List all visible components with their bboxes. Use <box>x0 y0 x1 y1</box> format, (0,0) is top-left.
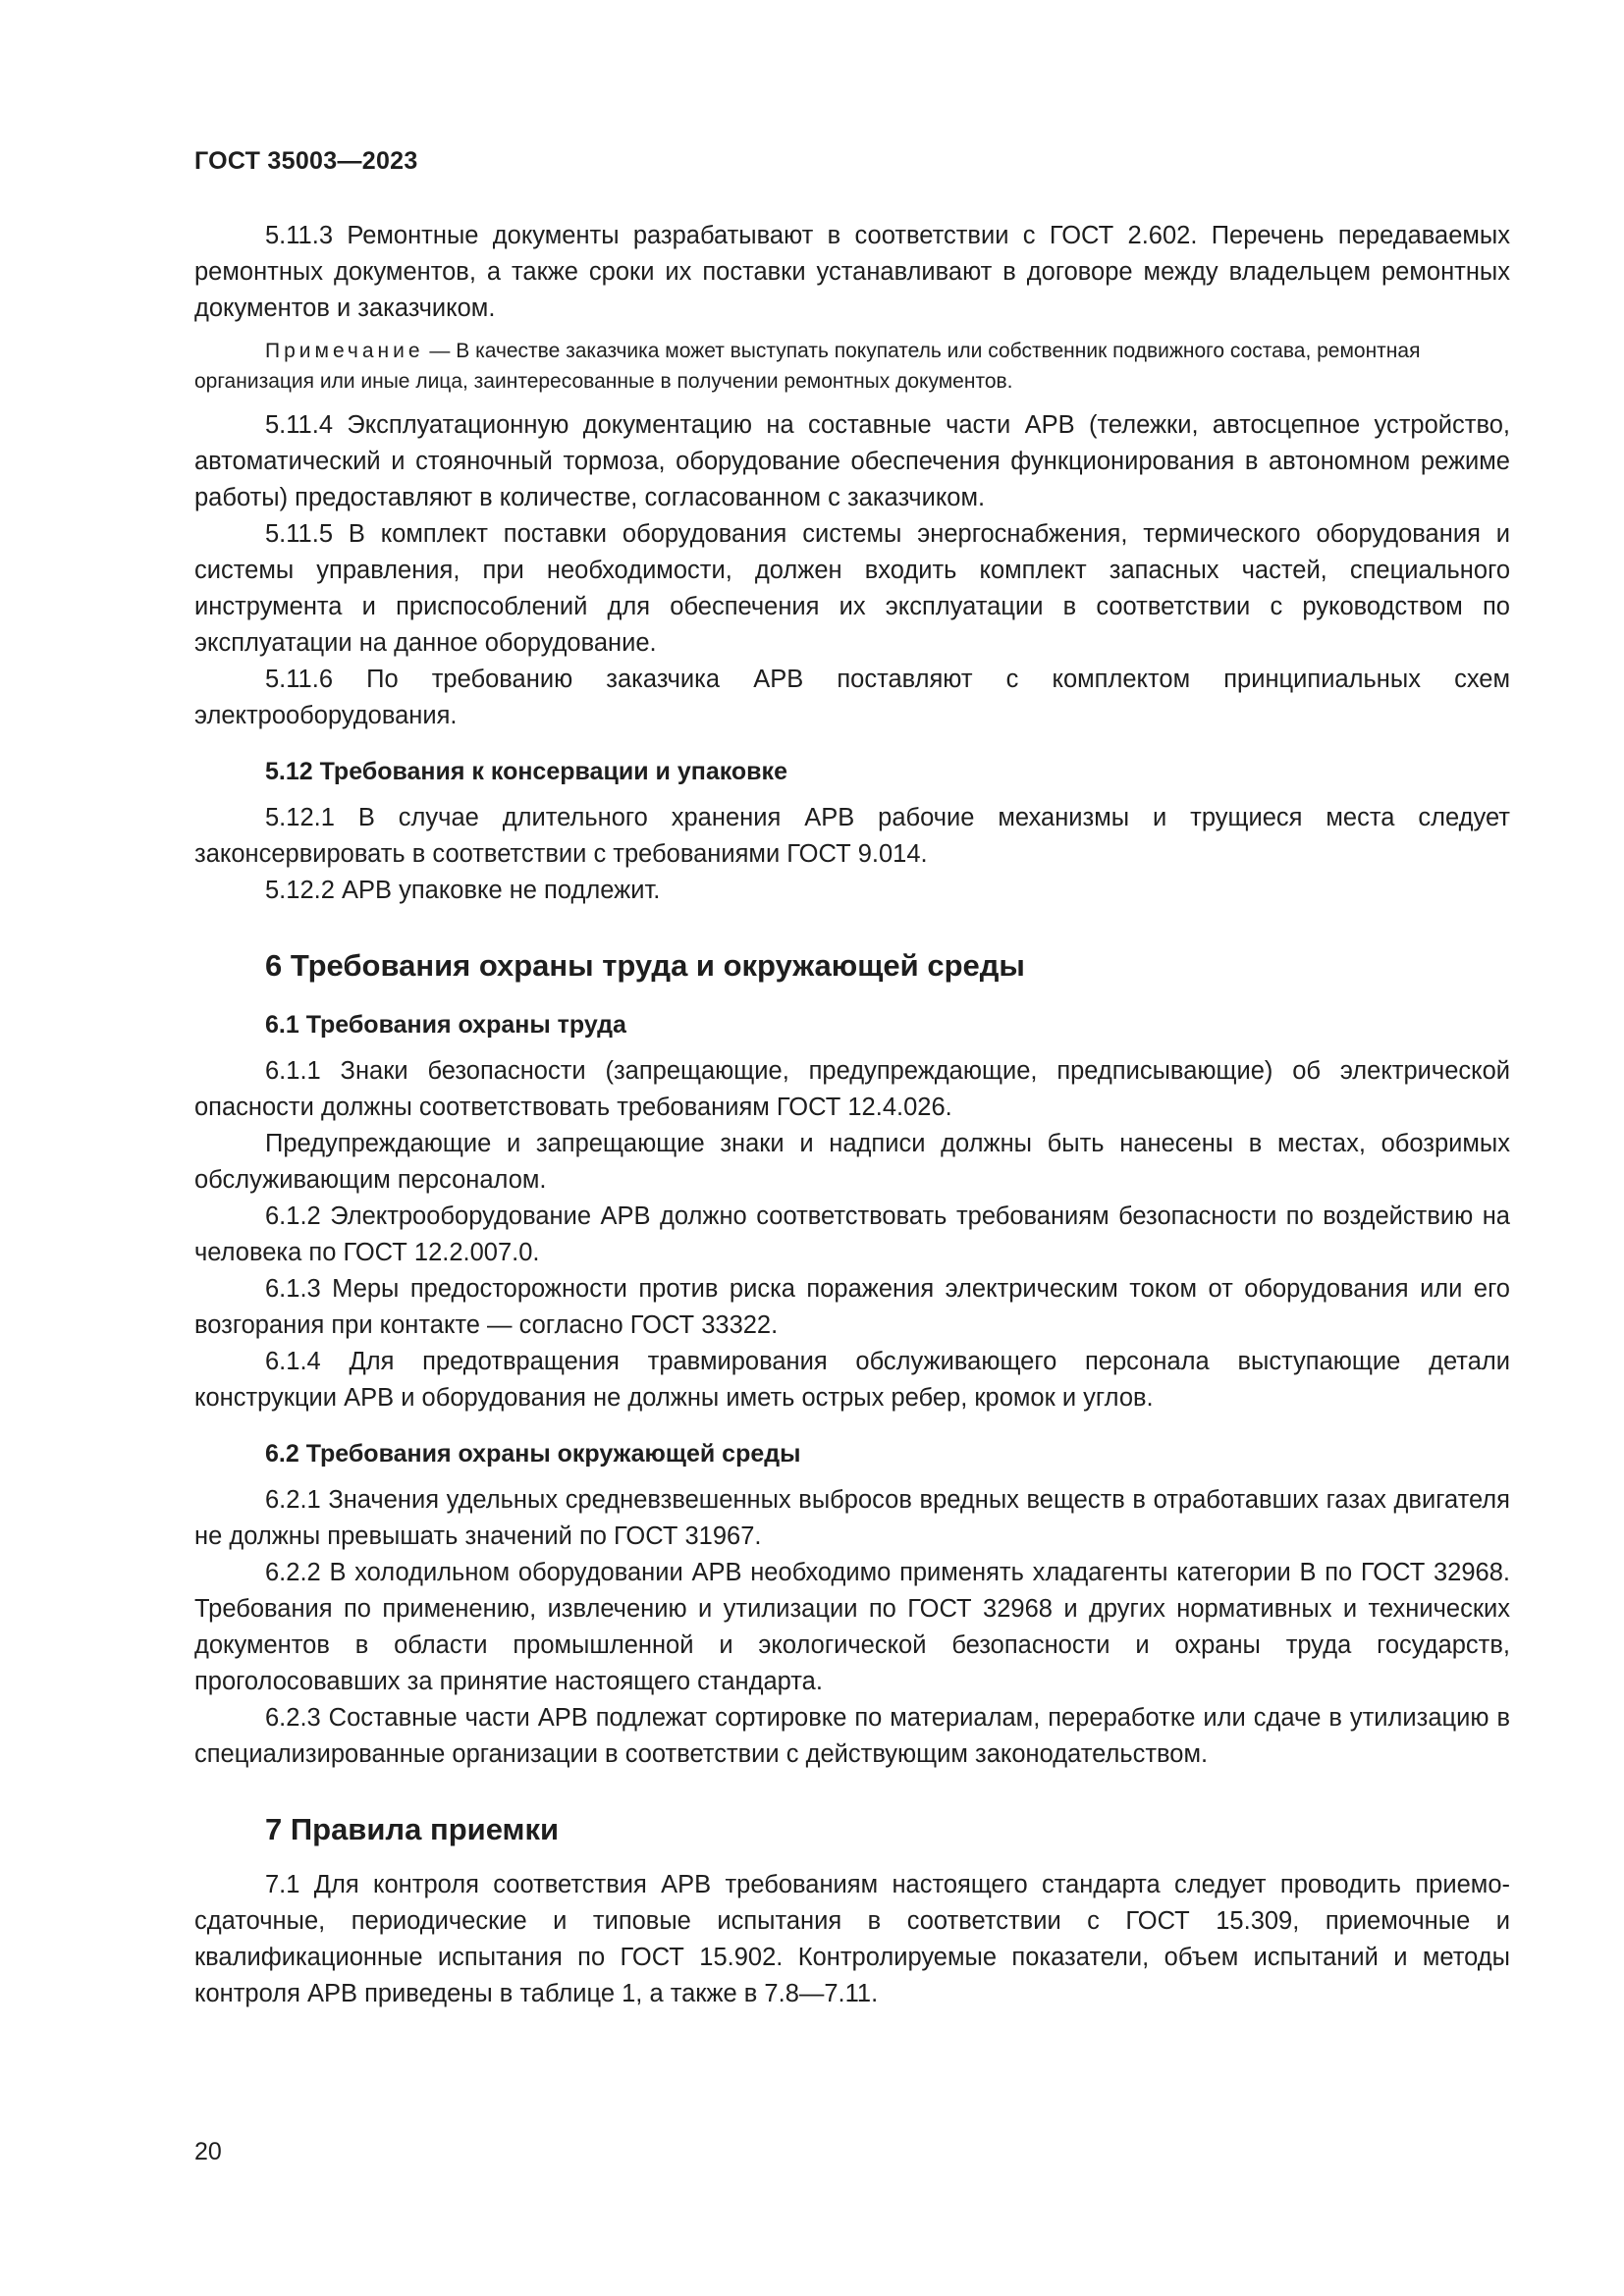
paragraph-6-1-2: 6.1.2 Электрооборудование АРВ должно соответствовать требованиям безопасности по воздействию на человека по ГОСТ 12.2.007.0. <box>194 1202 1510 1266</box>
paragraph-5-12-2: 5.12.2 АРВ упаковке не подлежит. <box>265 877 661 904</box>
note-text: — В качестве заказчика может выступать покупатель или собственник подвижного состава, ремонтная организация или иные лица, заинтересованные в получении ремонтных документов. <box>194 340 1421 393</box>
document-body <box>194 218 1510 2012</box>
page-number: 20 <box>194 2138 222 2165</box>
paragraph-6-1-4: 6.1.4 Для предотвращения травмирования обслуживающего персонала выступающие детали конструкции АРВ и оборудования не должны иметь острых ребер, кромок и углов. <box>194 1348 1510 1412</box>
paragraph-5-11-6: 5.11.6 По требованию заказчика АРВ поставляют с комплектом принципиальных схем электрооборудования. <box>194 666 1510 729</box>
paragraph-6-2-3: 6.2.3 Составные части АРВ подлежат сортировке по материалам, переработке или сдаче в утилизацию в специализированные организации в соответствии с действующим законодательством. <box>194 1704 1510 1768</box>
heading-section-7: 7 Правила приемки <box>265 1812 560 1846</box>
heading-section-6: 6 Требования охраны труда и окружающей среды <box>265 948 1025 983</box>
paragraph-6-1-1: 6.1.1 Знаки безопасности (запрещающие, предупреждающие, предписывающие) об электрической опасности должны соответствовать требованиям ГОСТ 12.4.026. <box>194 1057 1510 1121</box>
paragraph-6-1-3: 6.1.3 Меры предосторожности против риска поражения электрическим током от оборудования или его возгорания при контакте — согласно ГОСТ 33322. <box>194 1275 1510 1339</box>
paragraph-6-2-1: 6.2.1 Значения удельных средневзвешенных выбросов вредных веществ в отработавших газах двигателя не должны превышать значений по ГОСТ 31967. <box>194 1486 1510 1550</box>
paragraph-5-11-3: 5.11.3 Ремонтные документы разрабатывают в соответствии с ГОСТ 2.602. Перечень передаваемых ремонтных документов, а также сроки их поставки устанавливают в договоре между владельцем ремонтных документов и заказчиком. <box>194 222 1510 322</box>
paragraph-6-2-2: 6.2.2 В холодильном оборудовании АРВ необходимо применять хладагенты категории В по ГОСТ 32968. Требования по применению, извлечению и утилизации по ГОСТ 32968 и других нормативных и технических документов в области промышленной и экологической безопасности и охраны труда государств, проголосовавших за принятие настоящего стандарта. <box>194 1559 1510 1695</box>
heading-6-1: 6.1 Требования охраны труда <box>265 1011 626 1039</box>
heading-5-12: 5.12 Требования к консервации и упаковке <box>265 758 787 785</box>
paragraph-5-11-4: 5.11.4 Эксплуатационную документацию на составные части АРВ (тележки, автосцепное устройство, автоматический и стояночный тормоза, оборудование обеспечения функционирования в автономном режиме работы) предоставляют в количестве, согласованном с заказчиком. <box>194 411 1510 511</box>
paragraph-5-11-5: 5.11.5 В комплект поставки оборудования системы энергоснабжения, термического оборудования и системы управления, при необходимости, должен входить комплект запасных частей, специального инструмента и приспособлений для обеспечения их эксплуатации в соответствии с руководством по эксплуатации на данное оборудование. <box>194 520 1510 657</box>
note <box>194 336 1510 397</box>
paragraph-6-1-1-b: Предупреждающие и запрещающие знаки и надписи должны быть нанесены в местах, обозримых обслуживающим персоналом. <box>194 1130 1510 1194</box>
document-header: ГОСТ 35003—2023 <box>194 147 418 175</box>
note-label: Примечание <box>265 340 424 362</box>
paragraph-7-1: 7.1 Для контроля соответствия АРВ требованиям настоящего стандарта следует проводить приемо-сдаточные, периодические и типовые испытания в соответствии с ГОСТ 15.309, приемочные и квалификационные испытания по ГОСТ 15.902. Контролируемые показатели, объем испытаний и методы контроля АРВ приведены в таблице 1, а также в 7.8—7.11. <box>194 1871 1510 2007</box>
heading-6-2: 6.2 Требования охраны окружающей среды <box>265 1440 801 1468</box>
paragraph-5-12-1: 5.12.1 В случае длительного хранения АРВ рабочие механизмы и трущиеся места следует законсервировать в соответствии с требованиями ГОСТ 9.014. <box>194 804 1510 868</box>
